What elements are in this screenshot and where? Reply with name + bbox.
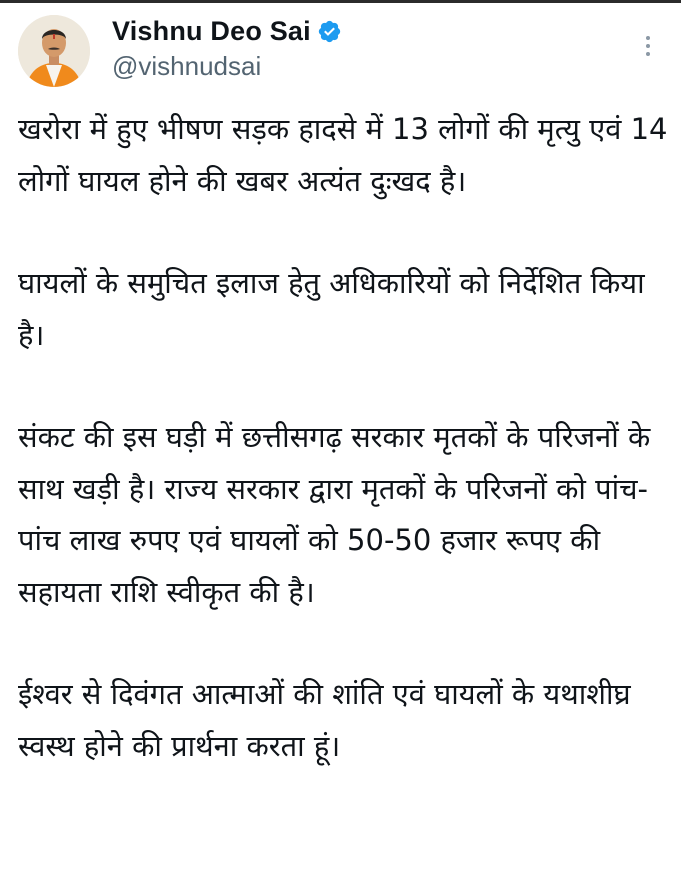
vertical-ellipsis-icon[interactable] xyxy=(636,33,660,59)
tweet-header xyxy=(0,0,681,95)
tweet-text xyxy=(18,104,668,772)
author-display-name[interactable]: Vishnu Deo Sai xyxy=(112,15,311,46)
avatar[interactable] xyxy=(18,15,90,87)
tweet-paragraph: घायलों के समुचित इलाज हेतु अधिकारियों को निर्देशित किया है। xyxy=(18,266,645,352)
tweet-paragraph: खरोरा में हुए भीषण सड़क हादसे में 13 लोगों की मृत्यु एवं 14 लोगों घायल होने की खबर अत्यंत दुःखद है। xyxy=(18,112,668,198)
verified-badge-icon xyxy=(317,19,342,44)
tweet-paragraph: ईश्वर से दिवंगत आत्माओं की शांति एवं घायलों के यथाशीघ्र स्वस्थ होने की प्रार्थना करता हूं। xyxy=(18,677,631,763)
author-name-row[interactable] xyxy=(112,14,342,48)
tweet-paragraph: संकट की इस घड़ी में छत्तीसगढ़ सरकार मृतकों के परिजनों के साथ खड़ी है। राज्य सरकार द्वारा मृतकों के परिजनों को पांच-पांच लाख रुपए एवं घायलों को 50-50 हजार रूपए की सहायता राशि स्वीकृत की है। xyxy=(18,420,651,609)
avatar-image xyxy=(18,15,90,87)
author-handle[interactable]: @vishnudsai xyxy=(112,51,262,81)
